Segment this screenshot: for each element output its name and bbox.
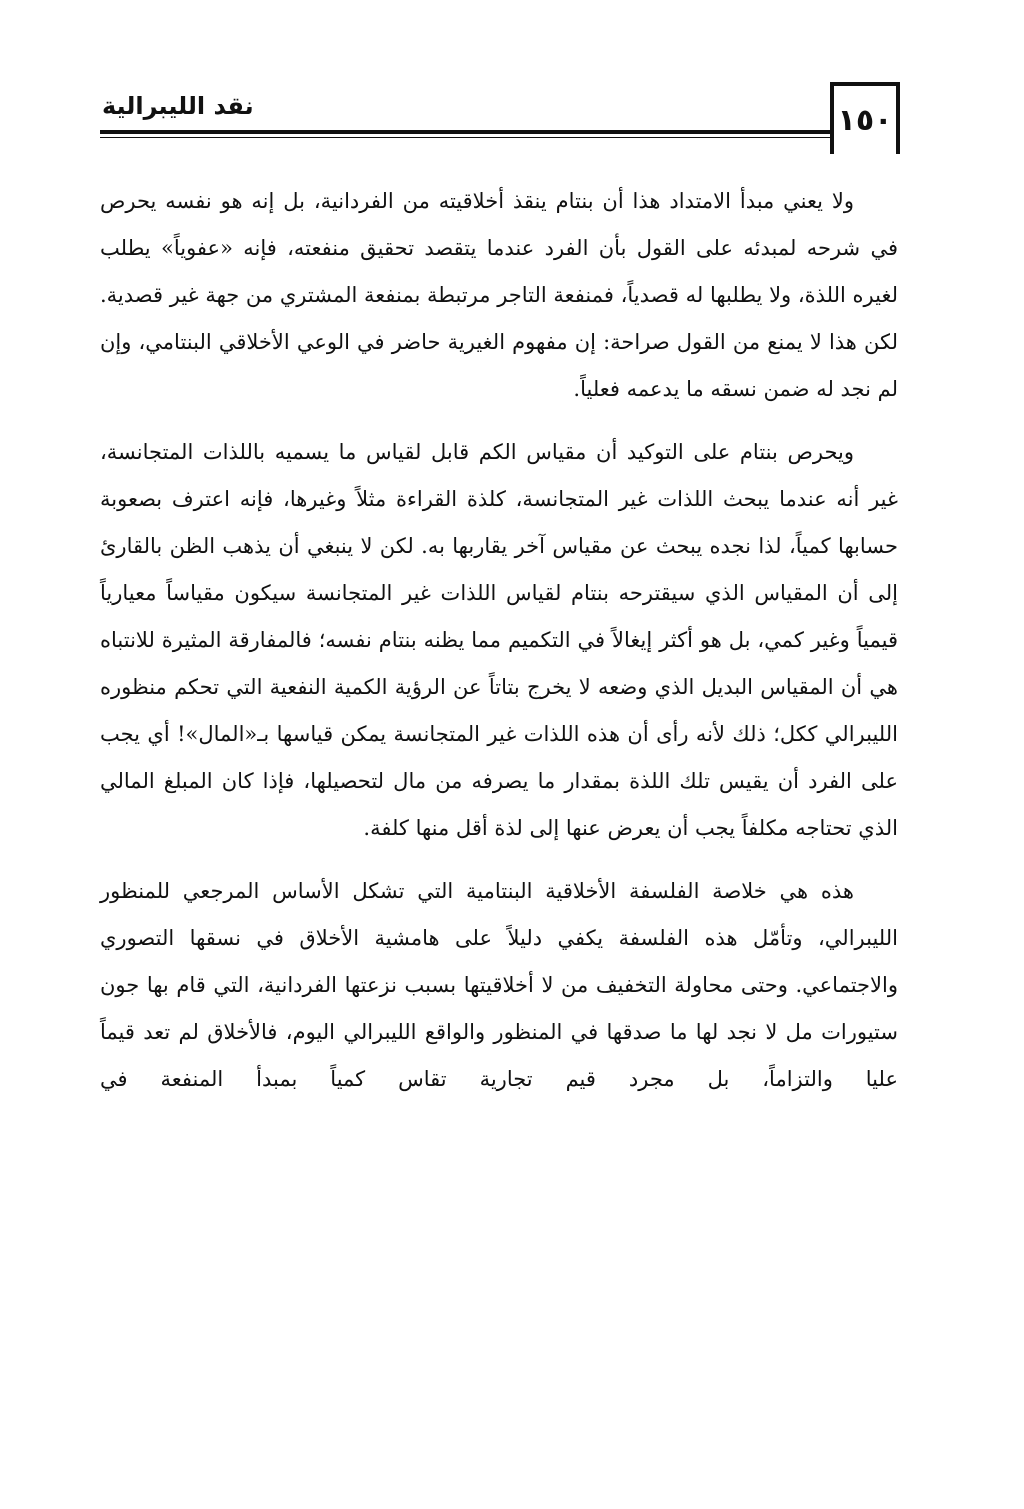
page-body xyxy=(100,178,898,1119)
running-title: نقد الليبرالية xyxy=(102,92,254,120)
paragraph-3: هذه هي خلاصة الفلسفة الأخلاقية البنتامية التي تشكل الأساس المرجعي للمنظور الليبرالي، وتأمّل هذه الفلسفة يكفي دليلاً على هامشية الأخلاق في نسقها التصوري والاجتماعي. وحتى محاولة التخفيف من لا أخلاقيتها بسبب نزعتها الفردانية، التي قام بها جون ستيورات مل لا نجد لها ما صدقها في المنظور والواقع الليبرالي اليوم، فالأخلاق لم تعد قيماً عليا والتزاماً، بل مجرد قيم تجارية تقاس كمياً بمبدأ المنفعة في xyxy=(100,879,898,1091)
paragraph-1: ولا يعني مبدأ الامتداد هذا أن بنتام ينقذ أخلاقيته من الفردانية، بل إنه هو نفسه يحرص في شرحه لمبدئه على القول بأن الفرد عندما يتقصد تحقيق منفعته، فإنه «عفوياً» يطلب لغيره اللذة، ولا يطلبها له قصدياً، فمنفعة التاجر مرتبطة بمنفعة المشتري من جهة غير قصدية. لكن هذا لا يمنع من القول صراحة: إن مفهوم الغيرية حاضر في الوعي الأخلاقي البنتامي، وإن لم نجد له ضمن نسقه ما يدعمه فعلياً. xyxy=(100,189,898,401)
header-rule-thin xyxy=(100,137,834,138)
page-header xyxy=(100,82,900,162)
paragraph-2: ويحرص بنتام على التوكيد أن مقياس الكم قابل لقياس ما يسميه باللذات المتجانسة، غير أنه عندما يبحث اللذات غير المتجانسة، كلذة القراءة مثلاً وغيرها، فإنه اعترف بصعوبة حسابها كمياً، لذا نجده يبحث عن مقياس آخر يقاربها به. لكن لا ينبغي أن يذهب الظن بالقارئ إلى أن المقياس الذي سيقترحه بنتام لقياس اللذات غير المتجانسة سيكون مقياساً معيارياً قيمياً وغير كمي، بل هو أكثر إيغالاً في التكميم مما يظنه بنتام نفسه؛ فالمفارقة المثيرة للانتباه هي أن المقياس البديل الذي وضعه لا يخرج بتاتاً عن الرؤية الكمية النفعية التي تحكم منظوره الليبرالي ككل؛ ذلك لأنه رأى أن هذه اللذات غير المتجانسة يمكن قياسها بـ«المال»! أي يجب على الفرد أن يقيس تلك اللذة بمقدار ما يصرفه من مال لتحصيلها، فإذا كان المبلغ المالي الذي تحتاجه مكلفاً يجب أن يعرض عنها إلى لذة أقل منها كلفة. xyxy=(100,440,898,840)
header-rule-thick xyxy=(100,130,834,134)
page-number: ١٥٠ xyxy=(830,82,900,154)
